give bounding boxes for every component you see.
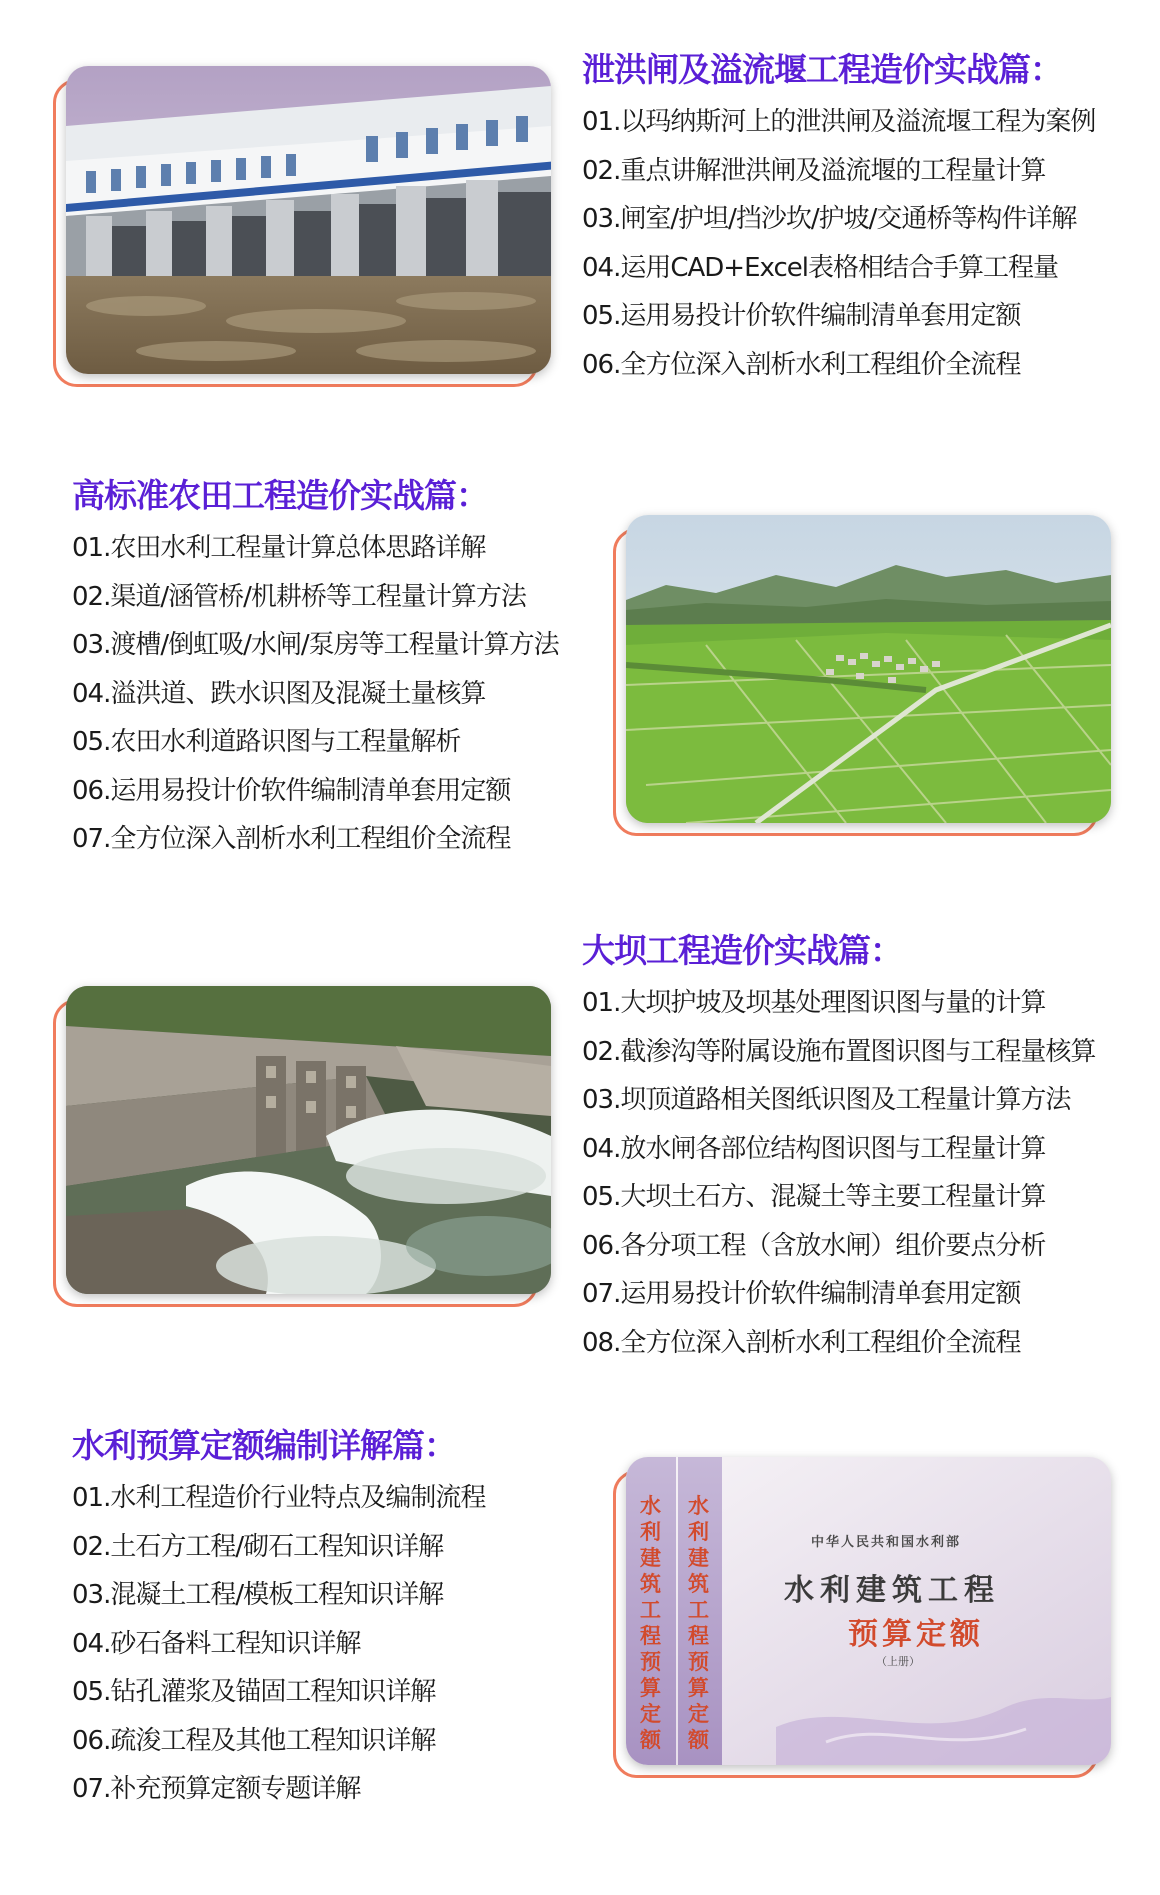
list-item: 04.溢洪道、跌水识图及混凝土量核算 (72, 678, 486, 709)
list-item: 01.水利工程造价行业特点及编制流程 (72, 1483, 486, 1513)
list-item: 05.钻孔灌浆及锚固工程知识详解 (72, 1677, 436, 1707)
section-title: 大坝工程造价实战篇： (582, 931, 902, 970)
section-title: 泄洪闸及溢流堰工程造价实战篇： (582, 50, 1062, 89)
quota-book-cover-photo (626, 1457, 1111, 1765)
section-title: 高标准农田工程造价实战篇： (72, 476, 488, 515)
book-volume: （上册） (876, 1655, 920, 1668)
sluice-gate-text (582, 46, 1142, 389)
list-item: 01.大坝护坡及坝基处理图识图与量的计算 (582, 988, 1046, 1018)
book-publisher: 中华人民共和国水利部 (811, 1535, 962, 1550)
list-item: 07.补充预算定额专题详解 (72, 1774, 361, 1804)
budget-quota-text (72, 1422, 632, 1814)
list-item: 04.砂石备料工程知识详解 (72, 1628, 361, 1659)
book-spine-right: 水利建筑工程预算定额 (688, 1493, 709, 1752)
list-item: 06.各分项工程（含放水闸）组价要点分析 (582, 1230, 1046, 1261)
list-item: 02.渠道/涵管桥/机耕桥等工程量计算方法 (72, 581, 526, 612)
list-item: 05.农田水利道路识图与工程量解析 (72, 727, 461, 757)
list-item: 03.坝顶道路相关图纸识图及工程量计算方法 (582, 1085, 1071, 1115)
farmland-text (72, 472, 632, 864)
farmland-aerial-photo (626, 515, 1111, 823)
list-item: 02.重点讲解泄洪闸及溢流堰的工程量计算 (582, 155, 1046, 186)
list-item: 04.放水闸各部位结构图识图与工程量计算 (582, 1133, 1046, 1164)
list-item: 02.截渗沟等附属设施布置图识图与工程量核算 (582, 1036, 1096, 1067)
list-item: 07.全方位深入剖析水利工程组价全流程 (72, 824, 511, 854)
list-item: 06.全方位深入剖析水利工程组价全流程 (582, 349, 1021, 380)
farmland-photo-wrapper (626, 515, 1111, 823)
list-item: 01.农田水利工程量计算总体思路详解 (72, 533, 486, 563)
list-item: 05.大坝土石方、混凝土等主要工程量计算 (582, 1182, 1046, 1212)
sluice-gate-photo (66, 66, 551, 374)
list-item: 02.土石方工程/砌石工程知识详解 (72, 1531, 444, 1562)
book-subtitle: 预算定额 (848, 1617, 984, 1652)
book-cover-photo-wrapper (626, 1457, 1111, 1765)
list-item: 06.疏浚工程及其他工程知识详解 (72, 1725, 436, 1756)
dam-spillway-photo (66, 986, 551, 1294)
sluice-gate-photo-wrapper (66, 66, 551, 374)
list-item: 08.全方位深入剖析水利工程组价全流程 (582, 1327, 1021, 1358)
list-item: 03.闸室/护坦/挡沙坎/护坡/交通桥等构件详解 (582, 204, 1077, 234)
book-spine-left: 水利建筑工程预算定额 (640, 1493, 661, 1752)
list-item: 03.渡槽/倒虹吸/水闸/泵房等工程量计算方法 (72, 630, 559, 660)
book-title: 水利建筑工程 (784, 1573, 1000, 1608)
section-title: 水利预算定额编制详解篇： (72, 1426, 456, 1465)
list-item: 03.混凝土工程/模板工程知识详解 (72, 1580, 444, 1610)
list-item: 07.运用易投计价软件编制清单套用定额 (582, 1279, 1021, 1309)
list-item: 04.运用CAD+Excel表格相结合手算工程量 (582, 252, 1058, 283)
dam-text (582, 927, 1142, 1367)
list-item: 06.运用易投计价软件编制清单套用定额 (72, 775, 511, 806)
list-item: 05.运用易投计价软件编制清单套用定额 (582, 301, 1021, 331)
dam-photo-wrapper (66, 986, 551, 1294)
list-item: 01.以玛纳斯河上的泄洪闸及溢流堰工程为案例 (582, 107, 1096, 137)
